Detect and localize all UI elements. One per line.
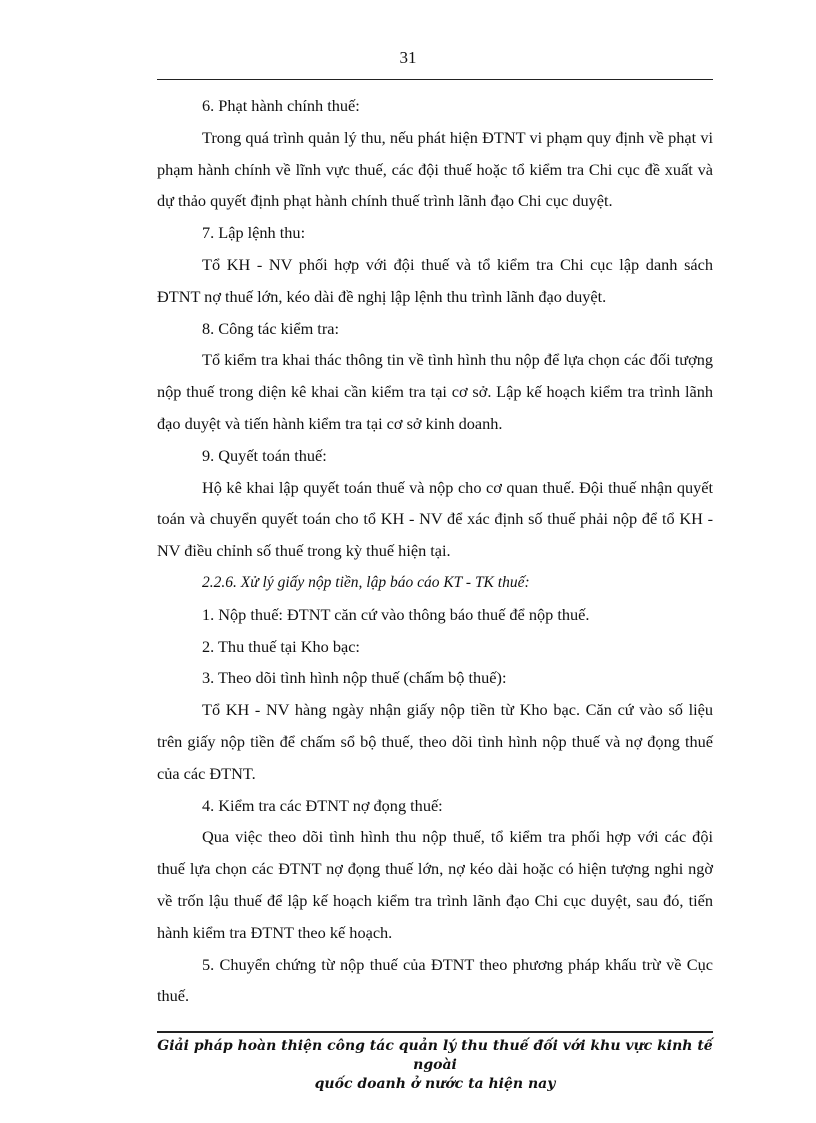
body-paragraph: Trong quá trình quản lý thu, nếu phát hiện ĐTNT vi phạm quy định về phạt vi phạm hành chính về lĩnh vực thuế, các đội thuế hoặc tổ kiểm tra Chi cục đề xuất và dự thảo quyết định phạt hành chính thuế trình lãnh đạo Chi cục duyệt. <box>157 127 713 211</box>
footer-line-2: quốc doanh ở nước ta hiện nay <box>314 1076 556 1092</box>
section-heading: 4. Kiểm tra các ĐTNT nợ đọng thuế: <box>202 795 443 815</box>
body-paragraph: 5. Chuyển chứng từ nộp thuế của ĐTNT theo phương pháp khấu trừ về Cục thuế. <box>157 954 713 1006</box>
body-paragraph: Qua việc theo dõi tình hình thu nộp thuế, tổ kiểm tra phối hợp với các đội thuế lựa chọn các ĐTNT nợ đọng thuế lớn, nợ kéo dài hoặc có hiện tượng nghi ngờ về trốn lậu thuế để lập kế hoạch kiểm tra trình lãnh đạo Chi cục duyệt, sau đó, tiến hành kiểm tra ĐTNT theo kế hoạch. <box>157 827 713 942</box>
section-heading: 3. Theo dõi tình hình nộp thuế (chấm bộ thuế): <box>202 668 507 688</box>
section-heading: 2. Thu thuế tại Kho bạc: <box>202 636 360 656</box>
subsection-title: 2.2.6. Xử lý giấy nộp tiền, lập báo cáo KT - TK thuế: <box>202 573 530 591</box>
footer-line-1: Giải pháp hoàn thiện công tác quản lý thu thuế đối với khu vực kinh tế ngoài <box>157 1038 713 1073</box>
header-divider <box>157 79 713 80</box>
body-paragraph: Hộ kê khai lập quyết toán thuế và nộp cho cơ quan thuế. Đội thuế nhận quyết toán và chuyển quyết toán cho tổ KH - NV để xác định số thuế phải nộp để tổ KH - NV điều chỉnh số thuế trong kỳ thuế hiện tại. <box>157 477 713 561</box>
section-heading: 7. Lập lệnh thu: <box>202 223 306 243</box>
running-footer <box>157 1037 713 1094</box>
footer-divider <box>157 1031 713 1033</box>
section-heading: 1. Nộp thuế: ĐTNT căn cứ vào thông báo thuế để nộp thuế. <box>202 604 590 624</box>
section-heading: 6. Phạt hành chính thuế: <box>202 96 360 115</box>
section-heading: 8. Công tác kiểm tra: <box>202 318 339 338</box>
page-number: 31 <box>399 48 417 67</box>
body-paragraph: Tổ KH - NV phối hợp với đội thuế và tổ kiểm tra Chi cục lập danh sách ĐTNT nợ thuế lớn, kéo dài đề nghị lập lệnh thu trình lãnh đạo duyệt. <box>157 254 713 306</box>
page-body <box>157 90 713 1012</box>
body-paragraph: Tổ kiểm tra khai thác thông tin về tình hình thu nộp để lựa chọn các đối tượng nộp thuế trong diện kê khai cần kiểm tra tại cơ sở. Lập kế hoạch kiểm tra trình lãnh đạo duyệt và tiến hành kiểm tra tại cơ sở kinh doanh. <box>157 350 713 433</box>
section-heading: 9. Quyết toán thuế: <box>202 445 327 465</box>
body-paragraph: Tổ KH - NV hàng ngày nhận giấy nộp tiền từ Kho bạc. Căn cứ vào số liệu trên giấy nộp tiền để chấm sổ bộ thuế, theo dõi tình hình nộp thuế và nợ đọng thuế của các ĐTNT. <box>157 700 713 783</box>
